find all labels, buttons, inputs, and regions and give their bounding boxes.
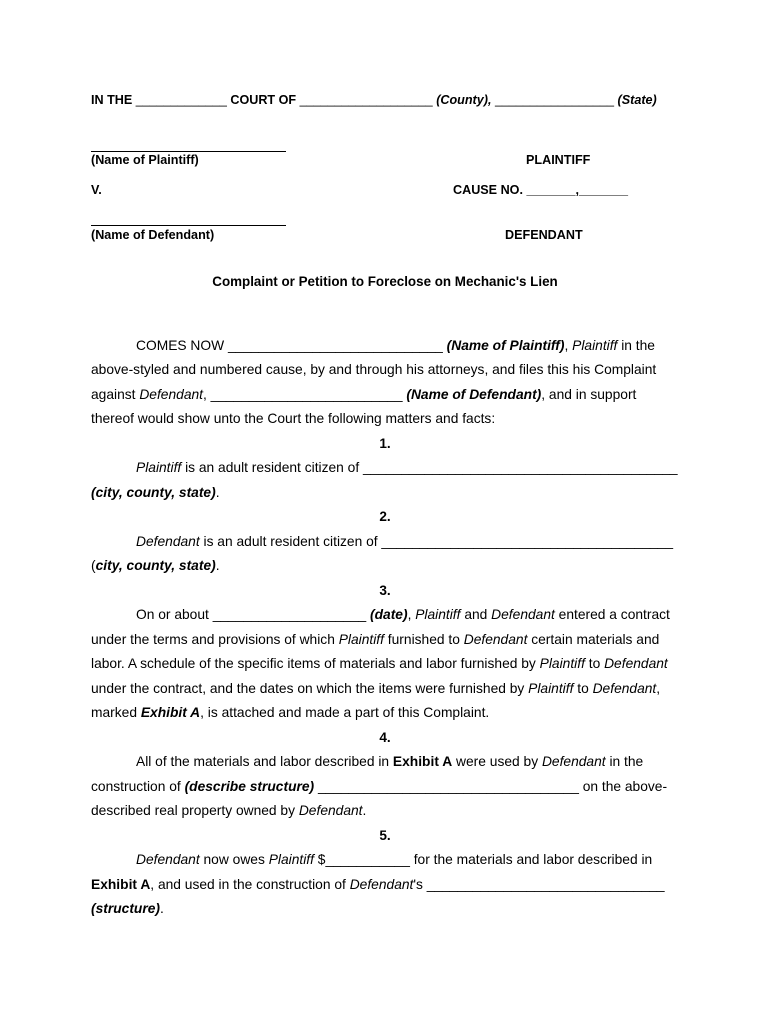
section3-line-5 [91, 705, 489, 720]
section-text: were used by [452, 754, 542, 769]
section3-line-2 [91, 632, 659, 647]
section-text: . [215, 558, 220, 573]
section-text: , [407, 607, 416, 622]
section-text: $___________ for the materials and labor described in [313, 852, 653, 867]
section-text: now owes [199, 852, 269, 867]
section3-line-4 [91, 681, 660, 696]
section-text: construction of [91, 779, 185, 794]
section-text: marked [91, 705, 141, 720]
section-number-4: 4. [379, 730, 391, 745]
court-blank: _____________ [135, 93, 227, 107]
section5-line-3 [91, 901, 164, 916]
section-text: __________________________________ on the above- [314, 779, 668, 794]
section1-line-1 [136, 460, 678, 475]
section-text: under the contract, and the dates on which the items were furnished by [91, 681, 529, 696]
plaintiff-name-label: (Name of Plaintiff) [91, 153, 199, 167]
plaintiff-term: Plaintiff [268, 852, 314, 867]
plaintiff-term: Plaintiff [136, 460, 182, 475]
defendant-term: Defendant [349, 877, 414, 892]
intro-line-2: above-styled and numbered cause, by and through his attorneys, and files this his Complaint [91, 362, 657, 377]
section-text: 's _______________________________ [413, 877, 665, 892]
section-text: On or about ____________________ [136, 607, 370, 622]
section-text: , is attached and made a part of this Complaint. [200, 705, 490, 720]
section-text: described real property owned by [91, 803, 299, 818]
plaintiff-term: Plaintiff [528, 681, 574, 696]
defendant-name-label: (Name of Defendant) [91, 228, 215, 242]
section-text: All of the materials and labor described in [136, 754, 393, 769]
section-text: under the terms and provisions of which [91, 632, 339, 647]
section-text: to [584, 656, 605, 671]
county-blank: ___________________ [299, 93, 433, 107]
court-caption-line [91, 93, 657, 107]
defendant-term: Defendant [592, 681, 657, 696]
state-blank: _________________ [494, 93, 615, 107]
section-text: in the [605, 754, 644, 769]
city-county-state-placeholder: city, county, state) [95, 558, 216, 573]
section-text: , and used in the construction of [150, 877, 350, 892]
section4-line-2 [91, 779, 667, 794]
city-county-state-placeholder: (city, county, state) [91, 485, 216, 500]
section-text: ( [91, 558, 96, 573]
section-text: to [573, 681, 593, 696]
defendant-role-label: DEFENDANT [505, 228, 583, 242]
versus-label: V. [91, 183, 102, 197]
intro-line-1 [136, 338, 655, 353]
intro-line-3 [91, 387, 636, 402]
cause-number: CAUSE NO. _______,_______ [453, 183, 629, 197]
section-text: is an adult resident citizen of _________________________________________ [181, 460, 678, 475]
intro-text: in the [617, 338, 655, 353]
section2-line-2 [91, 558, 220, 573]
defendant-term: Defendant [136, 534, 200, 549]
defendant-term: Defendant [139, 387, 203, 402]
intro-line-4: thereof would show unto the Court the following matters and facts: [91, 411, 496, 426]
section-number-5: 5. [379, 828, 391, 843]
defendant-name-rule [91, 225, 286, 226]
intro-text: COMES NOW ____________________________ [136, 338, 447, 353]
intro-text: , [564, 338, 573, 353]
section-text: entered a contract [554, 607, 670, 622]
section-text: labor. A schedule of the specific items of materials and labor furnished by [91, 656, 540, 671]
defendant-term: Defendant [604, 656, 668, 671]
defendant-term: Defendant [463, 632, 528, 647]
section3-line-3 [91, 656, 668, 671]
section-text: , [656, 681, 661, 696]
structure-placeholder: (describe structure) [184, 779, 315, 794]
section-text: . [215, 485, 220, 500]
intro-text: , and in support [541, 387, 637, 402]
section4-line-3 [91, 803, 366, 818]
defendant-term: Defendant [491, 607, 555, 622]
section-text: is an adult resident citizen of ______________________________________ [199, 534, 674, 549]
section5-line-2 [91, 877, 665, 892]
section-text: certain materials and [527, 632, 660, 647]
intro-text: , _________________________ [203, 387, 407, 402]
county-label: (County), [436, 93, 492, 107]
date-placeholder: (date) [370, 607, 408, 622]
exhibit-a-reference: Exhibit A [392, 754, 453, 769]
court-of-label: COURT OF [230, 93, 297, 107]
plaintiff-term: Plaintiff [572, 338, 618, 353]
plaintiff-term: Plaintiff [338, 632, 384, 647]
section-text: furnished to [383, 632, 464, 647]
section1-line-2 [91, 485, 220, 500]
section2-line-1 [136, 534, 673, 549]
exhibit-a-reference: Exhibit A [91, 877, 151, 892]
structure-placeholder: (structure) [91, 901, 160, 916]
section-text: and [460, 607, 492, 622]
plaintiff-term: Plaintiff [415, 607, 461, 622]
defendant-term: Defendant [136, 852, 200, 867]
section-number-1: 1. [379, 436, 391, 451]
section4-line-1 [136, 754, 643, 769]
plaintiff-name-rule [91, 151, 286, 152]
section3-line-1 [136, 607, 670, 622]
state-label: (State) [617, 93, 657, 107]
in-the-label: IN THE [91, 93, 133, 107]
section5-line-1 [136, 852, 652, 867]
document-title: Complaint or Petition to Foreclose on Mechanic's Lien [212, 274, 558, 289]
defendant-term: Defendant [298, 803, 363, 818]
exhibit-a-reference: Exhibit A [140, 705, 201, 720]
plaintiff-name-placeholder: (Name of Plaintiff) [446, 338, 565, 353]
section-text: . [362, 803, 367, 818]
intro-text: against [91, 387, 140, 402]
section-text: . [160, 901, 164, 916]
defendant-term: Defendant [541, 754, 606, 769]
plaintiff-term: Plaintiff [539, 656, 585, 671]
section-number-2: 2. [379, 509, 391, 524]
section-number-3: 3. [379, 583, 391, 598]
plaintiff-role-label: PLAINTIFF [526, 153, 591, 167]
defendant-name-placeholder: (Name of Defendant) [406, 387, 542, 402]
